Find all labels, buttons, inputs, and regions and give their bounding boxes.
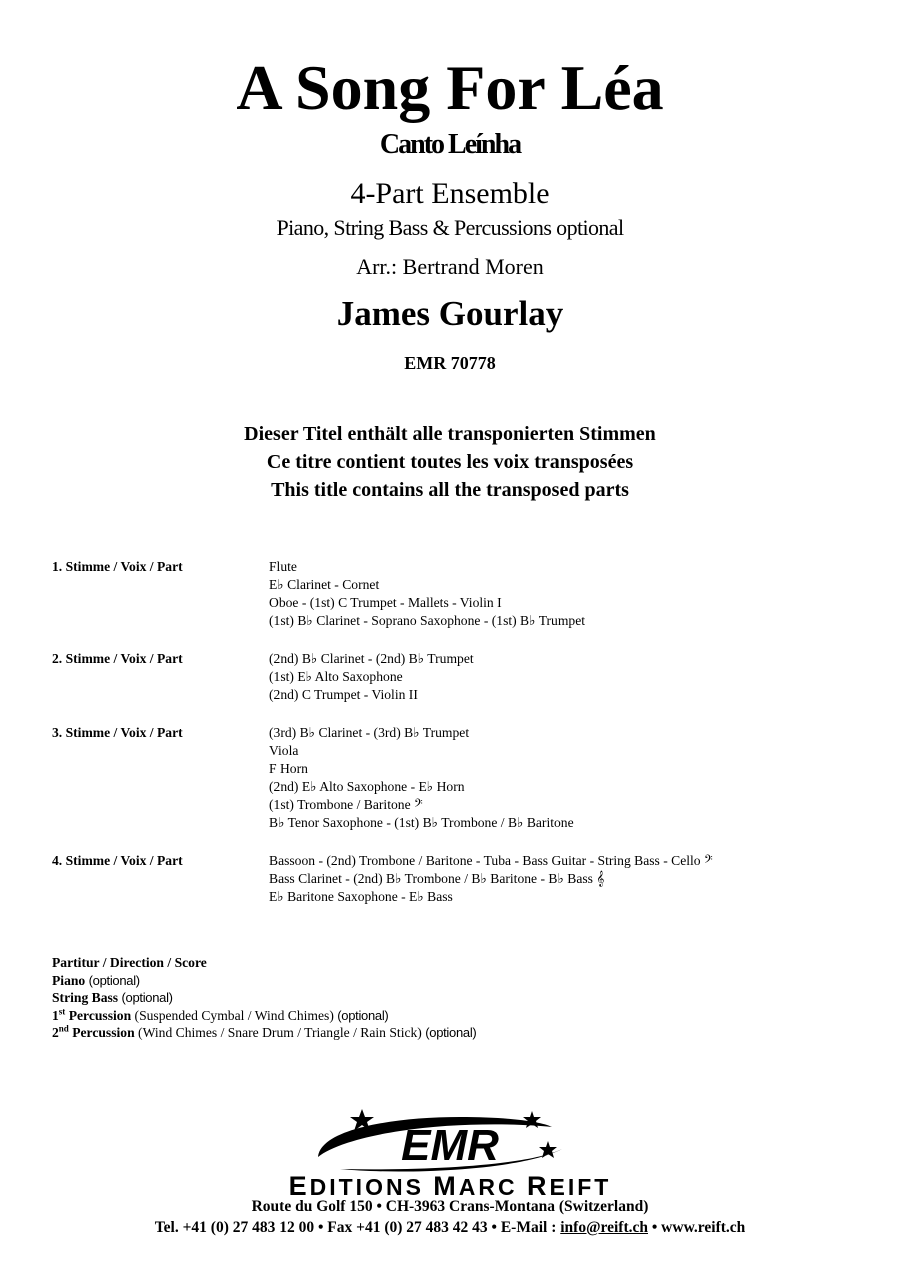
part-line: Flute [269,559,297,574]
composer: James Gourlay [336,294,564,333]
part-line: Viola [269,743,299,758]
score-line [52,954,476,972]
part-line: Oboe - (1st) C Trumpet - Mallets - Violin I [269,595,502,610]
instrumentation-note: Piano, String Bass & Percussions optional [276,215,624,240]
part-group-3 [52,724,872,832]
extra-detail: (Wind Chimes / Snare Drum / Triangle / Rain Stick) [134,1025,426,1040]
extra-name: Piano [52,972,86,988]
optional-note: (optional) [337,1007,389,1023]
additional-parts [52,954,476,1042]
part-label: 4. Stimme / Voix / Part [52,853,183,868]
extra-name: String Bass [52,990,119,1005]
part-line: (1st) B♭ Clarinet - Soprano Saxophone - (1st) B♭ Trumpet [269,613,586,628]
extra-name: 1st Percussion [52,1005,132,1023]
notice-french: Ce titre contient toutes les voix transposées [266,451,634,473]
part-line: F Horn [269,761,308,776]
part-label: 2. Stimme / Voix / Part [52,651,183,666]
catalog-number: EMR 70778 [404,353,496,373]
piece-subtitle: Canto Leínha [379,129,521,160]
part-line: E♭ Clarinet - Cornet [269,577,380,592]
part-label: 3. Stimme / Voix / Part [52,725,183,740]
part-line: E♭ Baritone Saxophone - E♭ Bass [269,889,453,904]
part-line: (1st) E♭ Alto Saxophone [269,669,403,684]
extra-detail: (Suspended Cymbal / Wind Chimes) [131,1007,338,1023]
notice-english: This title contains all the transposed parts [271,479,629,501]
star-icon [539,1141,557,1158]
optional-note: (optional) [121,990,173,1005]
piano-line [52,972,476,990]
part-line: (2nd) B♭ Clarinet - (2nd) B♭ Trumpet [269,651,474,666]
part-line: B♭ Tenor Saxophone - (1st) B♭ Trombone / B♭ Baritone [269,815,574,830]
part-group-4 [52,852,872,906]
part-line: (2nd) E♭ Alto Saxophone - E♭ Horn [269,779,465,794]
ensemble-type: 4-Part Ensemble [350,177,550,210]
optional-note: (optional) [88,972,140,988]
string-bass-line [52,989,476,1007]
contact-phone-fax: Tel. +41 (0) 27 483 12 00 • Fax +41 (0) 27 483 42 43 • E-Mail : [154,1219,561,1236]
piece-title: A Song For Léa [236,52,664,123]
publisher-address: Route du Golf 150 • CH-3963 Crans-Montana (Switzerland) [251,1198,649,1215]
parts-list [52,558,872,926]
extra-name: Partitur / Direction / Score [52,955,207,970]
website: • www.reift.ch [648,1219,746,1236]
part-line: (3rd) B♭ Clarinet - (3rd) B♭ Trumpet [269,725,470,740]
transposed-notice [0,420,900,504]
publisher-contact [0,1217,900,1239]
notice-german: Dieser Titel enthält alle transponierten Stimmen [244,423,656,445]
emr-logo [300,1105,600,1180]
email-link[interactable]: info@reift.ch [560,1219,648,1236]
percussion-1-line [52,1007,476,1025]
extra-name: 2nd Percussion [52,1023,135,1040]
part-line: Bassoon - (2nd) Trombone / Baritone - Tuba - Bass Guitar - String Bass - Cello 𝄢 [269,853,713,868]
part-line: (1st) Trombone / Baritone 𝄢 [269,797,423,812]
part-label: 1. Stimme / Voix / Part [52,559,183,574]
part-group-2 [52,650,872,704]
part-line: Bass Clarinet - (2nd) B♭ Trombone / B♭ Baritone - B♭ Bass 𝄞 [269,871,605,886]
part-group-1 [52,558,872,630]
percussion-2-line [52,1024,476,1042]
logo-text: EMR [401,1121,499,1170]
optional-note: (optional) [425,1025,477,1040]
publisher-name: EDITIONS MARC REIFT [288,1171,612,1201]
arranger: Arr.: Bertrand Moren [356,254,544,279]
part-line: (2nd) C Trumpet - Violin II [269,687,418,702]
